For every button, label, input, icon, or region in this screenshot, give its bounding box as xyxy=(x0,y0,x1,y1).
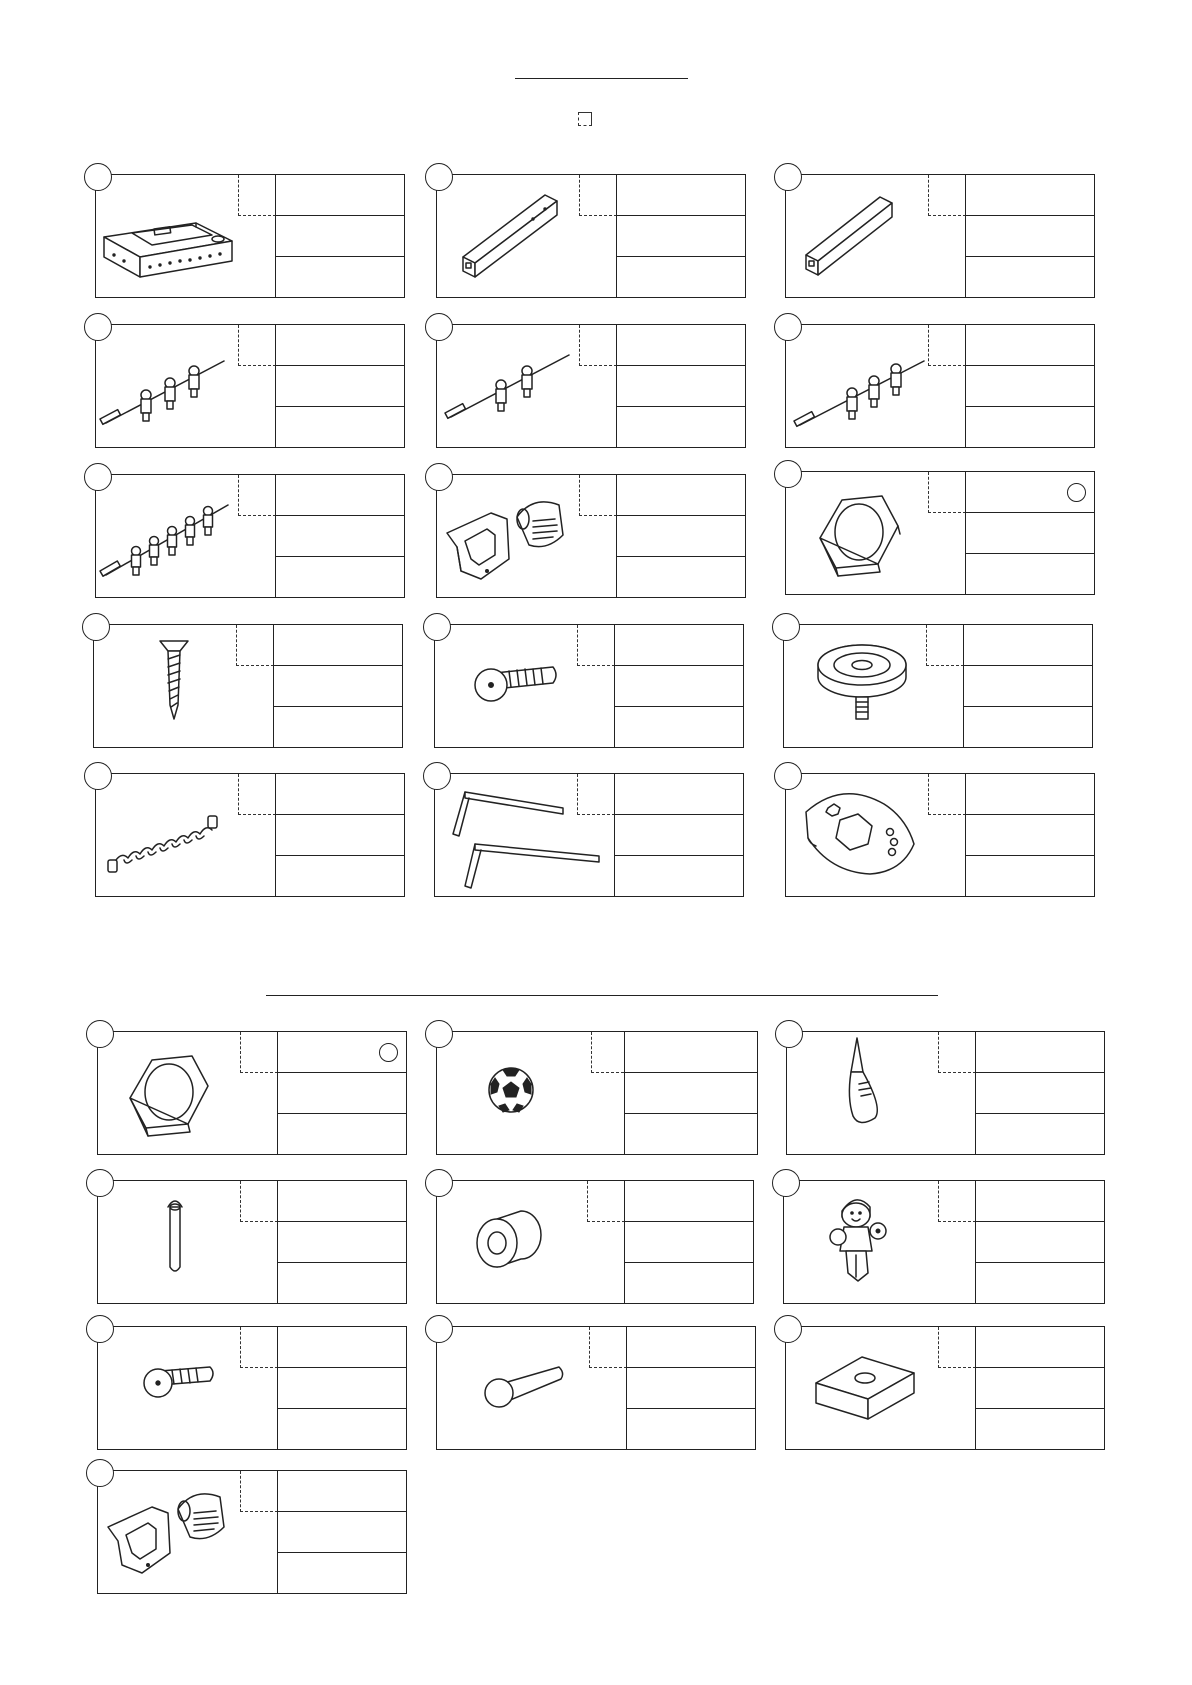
part-info-table xyxy=(965,774,1094,896)
leader-line xyxy=(938,1032,976,1073)
leader-line xyxy=(587,1181,625,1222)
leader-line xyxy=(577,625,615,666)
part-label xyxy=(617,175,745,216)
part-number xyxy=(615,815,743,856)
spare-card-oil xyxy=(786,1031,1105,1155)
part-qty xyxy=(625,1263,753,1303)
part-label xyxy=(966,325,1094,366)
part-card-wrench-plate xyxy=(785,773,1095,897)
title-rule xyxy=(515,78,688,79)
spare-card-block xyxy=(785,1326,1105,1450)
part-qty xyxy=(976,1114,1104,1154)
qty-circle-icon xyxy=(1067,483,1086,502)
part-label xyxy=(627,1327,755,1368)
spare-card-bumper xyxy=(436,1180,754,1304)
part-number xyxy=(615,666,743,707)
part-number xyxy=(278,1512,406,1553)
part-number xyxy=(966,366,1094,407)
part-info-table xyxy=(616,325,745,447)
part-info-table xyxy=(965,325,1094,447)
part-qty xyxy=(276,856,404,896)
part-qty xyxy=(627,1409,755,1449)
part-qty xyxy=(964,707,1092,747)
part-info-table xyxy=(975,1181,1104,1303)
part-info-table xyxy=(965,472,1094,594)
part-number xyxy=(625,1222,753,1263)
part-number xyxy=(276,516,404,557)
part-card-rod-3-players-a xyxy=(95,324,405,448)
part-label xyxy=(276,175,404,216)
part-info-table xyxy=(626,1327,755,1449)
part-info-table xyxy=(275,774,404,896)
part-info-table xyxy=(275,175,404,297)
part-number xyxy=(976,1368,1104,1409)
part-info-table xyxy=(975,1327,1104,1449)
part-label xyxy=(976,1032,1104,1073)
part-qty xyxy=(278,1409,406,1449)
part-number xyxy=(966,216,1094,257)
part-card-box-frame xyxy=(95,174,405,298)
part-number xyxy=(625,1073,757,1114)
part-number xyxy=(627,1368,755,1409)
part-info-table xyxy=(616,475,745,597)
leader-line xyxy=(589,1327,627,1368)
part-label xyxy=(625,1181,753,1222)
part-card-rod-5-players xyxy=(95,474,405,598)
part-info-table xyxy=(275,475,404,597)
part-info-table xyxy=(277,1181,406,1303)
part-number xyxy=(617,216,745,257)
leader-line xyxy=(240,1181,278,1222)
part-qty xyxy=(976,1263,1104,1303)
part-label xyxy=(276,774,404,815)
leader-line xyxy=(579,475,617,516)
part-info-table xyxy=(273,625,402,747)
leader-line xyxy=(579,325,617,366)
spare-card-handle xyxy=(436,1326,756,1450)
part-label xyxy=(976,1181,1104,1222)
spare-card-bolt xyxy=(97,1326,407,1450)
part-label xyxy=(615,625,743,666)
part-qty xyxy=(278,1114,406,1154)
part-info-table xyxy=(963,625,1092,747)
part-number xyxy=(278,1073,406,1114)
leader-line xyxy=(238,774,276,815)
part-card-hex-nut xyxy=(785,471,1095,595)
part-number xyxy=(976,1073,1104,1114)
leader-line xyxy=(238,325,276,366)
part-label xyxy=(274,625,402,666)
part-label xyxy=(617,475,745,516)
leader-line xyxy=(236,625,274,666)
part-label xyxy=(276,325,404,366)
part-number xyxy=(966,513,1094,554)
leader-line xyxy=(579,175,617,216)
part-qty xyxy=(278,1553,406,1593)
part-qty xyxy=(276,257,404,297)
part-number xyxy=(617,366,745,407)
part-qty xyxy=(966,407,1094,447)
part-card-goal-clip xyxy=(436,474,746,598)
spare-card-ball xyxy=(436,1031,758,1155)
part-info-table xyxy=(624,1032,757,1154)
part-qty xyxy=(276,557,404,597)
spare-card-player xyxy=(783,1180,1105,1304)
part-card-rod-3-players-b xyxy=(785,324,1095,448)
part-card-spring xyxy=(95,773,405,897)
part-label xyxy=(617,325,745,366)
leader-line xyxy=(926,625,964,666)
leader-line xyxy=(240,1327,278,1368)
part-info-table xyxy=(614,625,743,747)
part-number xyxy=(976,1222,1104,1263)
part-qty xyxy=(617,557,745,597)
part-card-allen-keys xyxy=(434,773,744,897)
part-number xyxy=(274,666,402,707)
part-info-table xyxy=(624,1181,753,1303)
part-card-rod-2-players xyxy=(436,324,746,448)
part-number xyxy=(278,1368,406,1409)
part-label xyxy=(278,1181,406,1222)
part-label xyxy=(976,1327,1104,1368)
leader-line xyxy=(928,325,966,366)
part-qty xyxy=(966,554,1094,594)
spare-card-goal-clip xyxy=(97,1470,407,1594)
part-info-table xyxy=(616,175,745,297)
part-card-leg-a xyxy=(436,174,746,298)
part-number xyxy=(617,516,745,557)
part-qty xyxy=(625,1114,757,1154)
part-number xyxy=(964,666,1092,707)
part-number xyxy=(278,1222,406,1263)
part-number xyxy=(276,366,404,407)
part-qty xyxy=(966,856,1094,896)
part-qty xyxy=(278,1263,406,1303)
part-label xyxy=(615,774,743,815)
part-info-table xyxy=(275,325,404,447)
part-label xyxy=(278,1032,406,1073)
part-card-wood-screw xyxy=(93,624,403,748)
part-label xyxy=(278,1327,406,1368)
leader-line xyxy=(928,472,966,513)
leader-line xyxy=(577,774,615,815)
part-info-table xyxy=(965,175,1094,297)
part-number xyxy=(966,815,1094,856)
part-label xyxy=(276,475,404,516)
title-checkbox-icon xyxy=(578,112,592,126)
leader-line xyxy=(938,1327,976,1368)
part-card-leg-b xyxy=(785,174,1095,298)
part-qty xyxy=(617,407,745,447)
spare-card-pin xyxy=(97,1180,407,1304)
part-label xyxy=(966,774,1094,815)
part-label xyxy=(278,1471,406,1512)
part-label xyxy=(966,175,1094,216)
part-info-table xyxy=(277,1327,406,1449)
part-info-table xyxy=(277,1032,406,1154)
spare-parts-rule xyxy=(266,995,938,996)
part-info-table xyxy=(975,1032,1104,1154)
part-number xyxy=(276,216,404,257)
part-qty xyxy=(976,1409,1104,1449)
part-qty xyxy=(274,707,402,747)
part-info-table xyxy=(614,774,743,896)
part-qty xyxy=(615,707,743,747)
leader-line xyxy=(238,175,276,216)
part-label xyxy=(966,472,1094,513)
part-number xyxy=(276,815,404,856)
part-card-hex-bolt xyxy=(434,624,744,748)
part-info-table xyxy=(277,1471,406,1593)
leader-line xyxy=(240,1032,278,1073)
leader-line xyxy=(240,1471,278,1512)
spare-card-hex-nut xyxy=(97,1031,407,1155)
part-qty xyxy=(276,407,404,447)
leader-line xyxy=(938,1181,976,1222)
leader-line xyxy=(928,175,966,216)
part-label xyxy=(625,1032,757,1073)
part-qty xyxy=(617,257,745,297)
part-qty xyxy=(615,856,743,896)
leader-line xyxy=(928,774,966,815)
qty-circle-icon xyxy=(379,1043,398,1062)
part-label xyxy=(964,625,1092,666)
part-qty xyxy=(966,257,1094,297)
part-card-leveler-foot xyxy=(783,624,1093,748)
leader-line xyxy=(238,475,276,516)
